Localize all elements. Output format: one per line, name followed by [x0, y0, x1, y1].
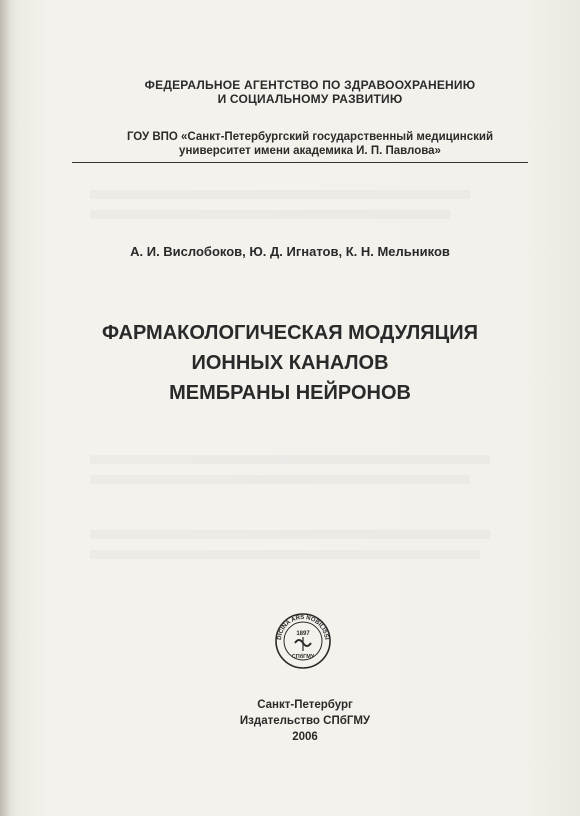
university-line-2: университет имени академика И. П. Павлова» — [179, 145, 441, 157]
book-gutter — [0, 0, 10, 816]
book-title — [40, 318, 540, 408]
imprint-year: 2006 — [292, 731, 318, 743]
university-emblem-icon — [271, 607, 335, 671]
emblem-svg — [271, 607, 335, 671]
show-through — [90, 530, 490, 539]
show-through — [90, 475, 470, 484]
university-line-1: ГОУ ВПО «Санкт-Петербургский государственный медицинский — [126, 131, 494, 143]
imprint-publisher: Издательство СПбГМУ — [239, 715, 371, 727]
imprint — [160, 697, 450, 745]
show-through — [90, 210, 450, 219]
title-line-1: ФАРМАКОЛОГИЧЕСКАЯ МОДУЛЯЦИЯ — [101, 322, 479, 344]
show-through — [90, 455, 490, 464]
emblem-year: 1897 — [296, 631, 310, 637]
agency-heading — [80, 78, 540, 106]
header-divider — [72, 162, 528, 163]
agency-line-1: ФЕДЕРАЛЬНОЕ АГЕНТСТВО ПО ЗДРАВООХРАНЕНИЮ — [144, 78, 476, 92]
show-through — [90, 550, 480, 559]
emblem-ring-text: DICINA ARS NOBILISSI — [276, 614, 329, 641]
show-through — [90, 190, 470, 199]
agency-line-2: И СОЦИАЛЬНОМУ РАЗВИТИЮ — [217, 92, 403, 106]
authors-line: А. И. Вислобоков, Ю. Д. Игнатов, К. Н. Мельников — [130, 244, 450, 259]
university-heading — [80, 130, 540, 158]
title-line-3: МЕМБРАНЫ НЕЙРОНОВ — [169, 382, 411, 404]
imprint-city: Санкт-Петербург — [257, 699, 353, 711]
emblem-abbrev: СПбГМУ — [291, 654, 315, 660]
title-line-2: ИОННЫХ КАНАЛОВ — [191, 352, 389, 374]
